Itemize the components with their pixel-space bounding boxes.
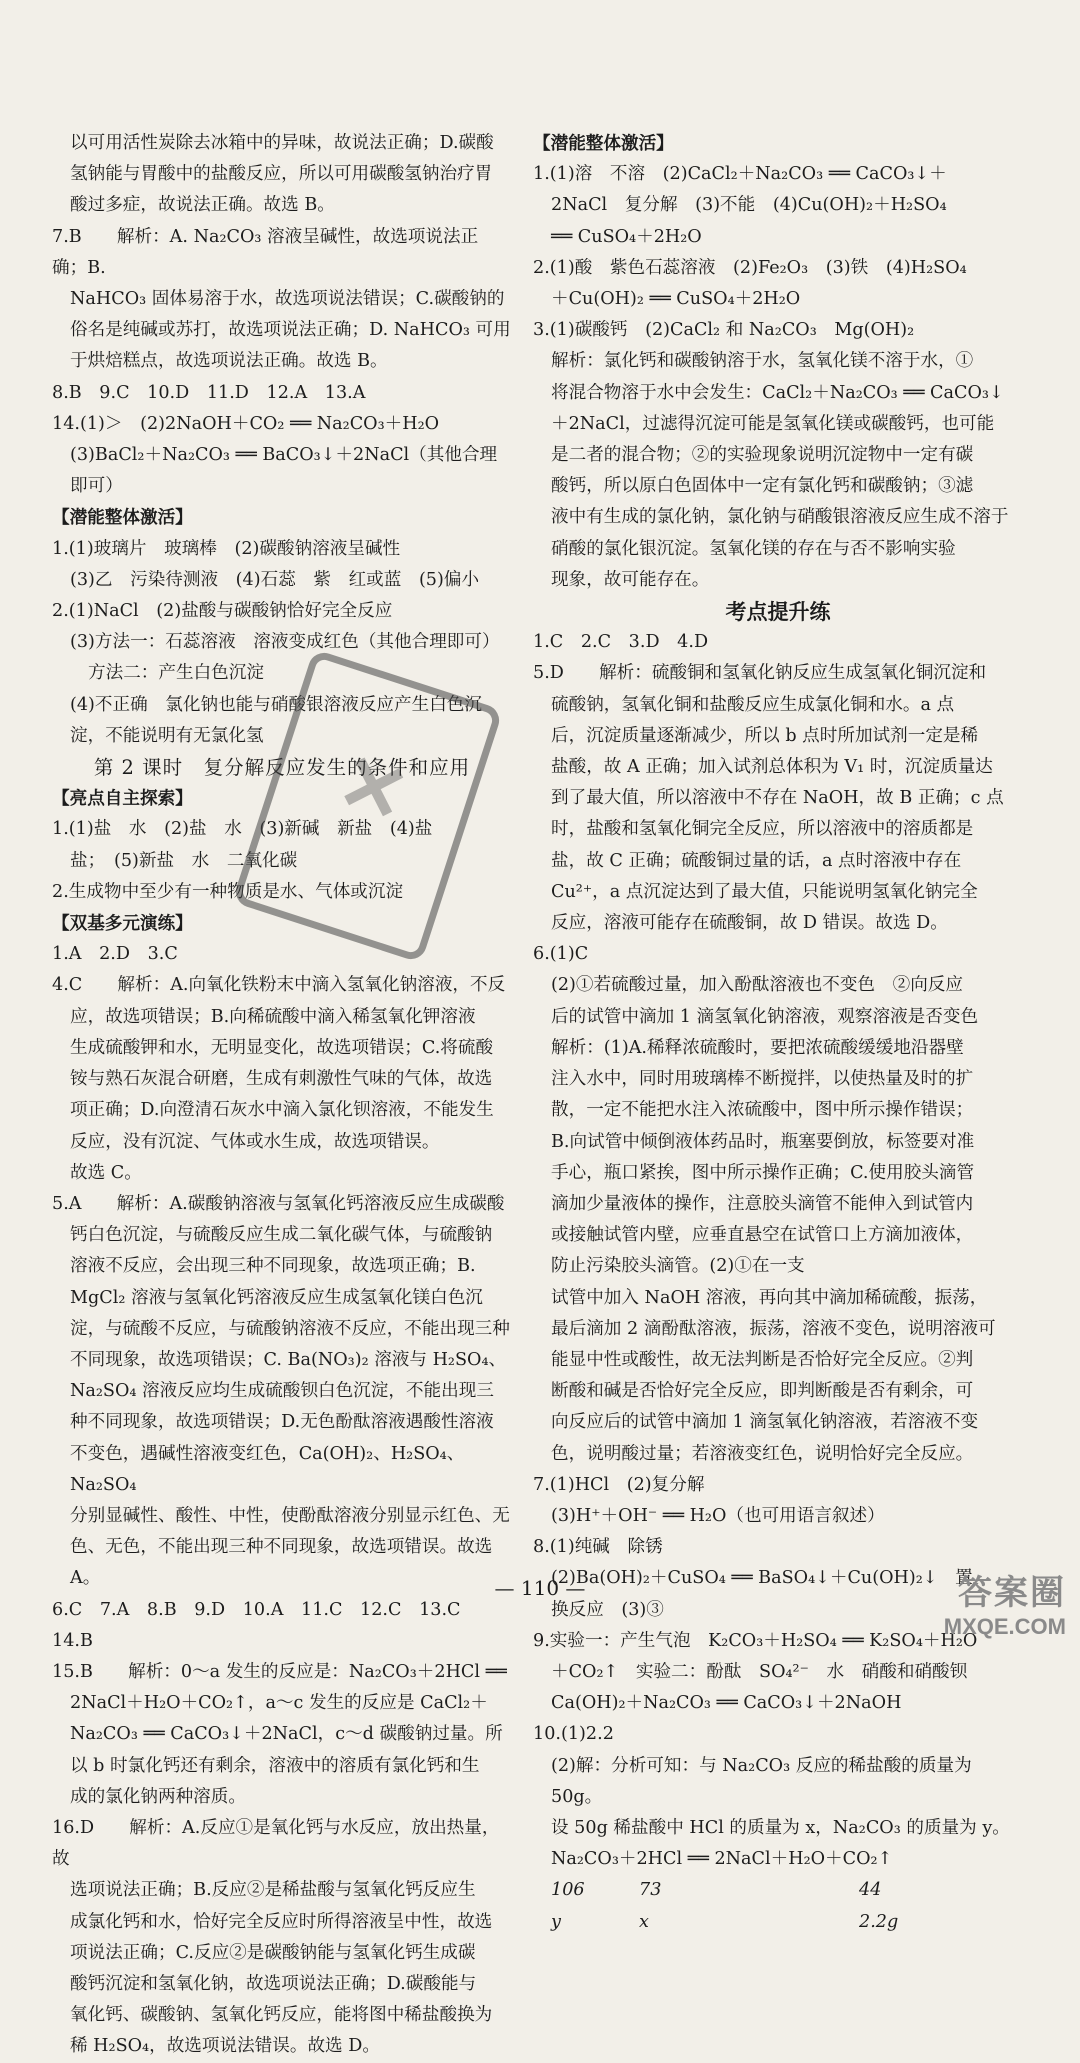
right-line: 是二者的混合物；②的实验现象说明沉淀物中一定有碳 [551,445,974,466]
left-line: 14.B [52,1630,93,1651]
left-line: 成氯化钙和水，恰好完全反应时所得溶液呈中性，故选 [70,1911,493,1932]
right-line: (3)H⁺＋OH⁻ ══ H₂O（也可用语言叙述） [551,1505,885,1526]
left-line: 8.B 9.C 10.D 11.D 12.A 13.A [52,382,366,403]
left-line: 种不同现象，故选项错误；D.无色酚酞溶液遇酸性溶液 [70,1412,494,1433]
ratio-cell: 73 [639,1880,662,1901]
left-line: 2NaCl＋H₂O＋CO₂↑，a～c 发生的反应是 CaCl₂＋ [70,1693,488,1714]
left-line: 钙白色沉淀，与硫酸反应生成二氧化碳气体，与硫酸钠 [70,1225,493,1246]
right-line: 解析：(1)A.稀释浓硫酸时，要把浓硫酸缓缓地沿器壁 [551,1037,964,1058]
right-line: 断酸和碱是否恰好完全反应，即判断酸是否有剩余，可 [551,1381,974,1402]
left-line: 以 b 时氯化钙还有剩余，溶液中的溶质有氯化钙和生 [70,1755,480,1776]
watermark [944,1565,1066,1640]
left-line: 分别显碱性、酸性、中性，使酚酞溶液分别显示红色、无 [70,1505,510,1526]
right-line: 将混合物溶于水中会发生：CaCl₂＋Na₂CO₃ ══ CaCO₃↓ [551,382,1004,403]
left-line: 项正确；D.向澄清石灰水中滴入氯化钡溶液，不能发生 [70,1100,494,1121]
right-line: 考点提升练 [725,599,831,625]
left-line: 5.A 解析：A.碳酸钠溶液与氢氧化钙溶液反应生成碳酸 [52,1193,505,1214]
left-line: 1.A 2.D 3.C [52,944,178,965]
left-line: 【亮点自主探索】 [52,788,193,810]
right-line: Cu²⁺，a 点沉淀达到了最大值，只能说明氢氧化钠完全 [551,881,978,902]
right-line: 注入水中，同时用玻璃棒不断搅拌，以使热量及时的扩 [551,1069,974,1090]
left-line: 以可用活性炭除去冰箱中的异味，故说法正确；D.碳酸 [70,133,494,153]
right-line: 硝酸的氯化银沉淀。氢氧化镁的存在与否不影响实验 [551,538,956,559]
right-line: 硫酸钠，氢氧化铜和盐酸反应生成氯化铜和水。a 点 [551,694,955,715]
ratio-row [533,1875,1023,1906]
right-line: 向反应后的试管中滴加 1 滴氢氧化钠溶液，若溶液不变 [551,1412,979,1433]
right-line: (2)Ba(OH)₂＋CuSO₄ ══ BaSO₄↓＋Cu(OH)₂↓ 置 [551,1568,973,1589]
right-line: 2NaCl 复分解 (3)不能 (4)Cu(OH)₂＋H₂SO₄ [551,195,947,216]
left-line: 选项说法正确；B.反应②是稀盐酸与氢氧化钙反应生 [70,1880,476,1901]
left-line: 铵与熟石灰混合研磨，生成有刺激性气味的气体，故选 [70,1069,493,1090]
right-line: 9.实验一：产生气泡 K₂CO₃＋H₂SO₄ ══ K₂SO₄＋H₂O [533,1630,978,1651]
left-line: 16.D 解析：A.反应①是氧化钙与水反应，放出热量，故 [52,1817,500,1870]
right-line: 10.(1)2.2 [533,1724,614,1745]
left-line: 项说法正确；C.反应②是碳酸钠能与氢氧化钙生成碳 [70,1942,476,1963]
right-line: 时，盐酸和氢氧化铜完全反应，所以溶液中的溶质都是 [551,819,974,840]
right-line: 试管中加入 NaOH 溶液，再向其中滴加稀硫酸，振荡， [551,1287,988,1308]
ratio-cell: y [551,1911,561,1932]
left-line: MgCl₂ 溶液与氢氧化钙溶液反应生成氢氧化镁白色沉 [70,1287,483,1308]
right-line: 或接触试管内壁，应垂直悬空在试管口上方滴加液体， [551,1225,974,1246]
right-line: ══ CuSO₄＋2H₂O [551,226,702,247]
right-line: ＋Cu(OH)₂ ══ CuSO₄＋2H₂O [551,289,801,310]
right-column [533,128,1023,1938]
left-line: 14.(1)＞ (2)2NaOH＋CO₂ ══ Na₂CO₃＋H₂O [52,413,440,434]
ratio-cell: 2.2g [859,1911,899,1932]
left-line: 氧化钙、碳酸钠、氢氧化钙反应，能将图中稀盐酸换为 [70,2005,493,2026]
right-line: 5.D 解析：硫酸铜和氢氧化钠反应生成氢氧化铜沉淀和 [533,663,987,684]
right-line: B.向试管中倾倒液体药品时，瓶塞要倒放，标签要对准 [551,1131,975,1152]
left-line: 生成硫酸钾和水，无明显变化，故选项错误；C.将硫酸 [70,1037,494,1058]
left-line: 7.B 解析：A. Na₂CO₃ 溶液呈碱性，故选项说法正确；B. [52,226,479,278]
left-line: 成的氯化钠两种溶质。 [70,1786,246,1807]
left-line: (3)BaCl₂＋Na₂CO₃ ══ BaCO₃↓＋2NaCl（其他合理 [70,445,498,466]
right-line: Na₂CO₃＋2HCl ══ 2NaCl＋H₂O＋CO₂↑ [551,1849,893,1870]
left-line: 【双基多元演练】 [52,913,193,935]
page-number: — 110 — [494,1576,586,1600]
left-line: 即可） [70,476,123,497]
left-line: (3)乙 污染待测液 (4)石蕊 紫 红或蓝 (5)偏小 [70,569,480,590]
right-line: 色，说明酸过量；若溶液变红色，说明恰好完全反应。 [551,1443,974,1464]
right-line: 能显中性或酸性，故无法判断是否恰好完全反应。②判 [551,1349,974,1370]
left-line: 方法二：产生白色沉淀 [88,663,264,684]
right-line: 液中有生成的氯化钠，氯化钠与硝酸银溶液反应生成不溶于 [551,507,1009,528]
right-line: 解析：氯化钙和碳酸钠溶于水，氢氧化镁不溶于水，① [551,351,974,372]
right-line: (2)①若硫酸过量，加入酚酞溶液也不变色 ②向反应 [551,975,963,996]
right-line: 最后滴加 2 滴酚酞溶液，振荡，溶液不变色，说明溶液可 [551,1318,996,1339]
right-line: 6.(1)C [533,944,589,965]
right-line: 防止污染胶头滴管。(2)①在一支 [551,1256,805,1277]
left-line: (3)方法一：石蕊溶液 溶液变成红色（其他合理即可） [70,632,500,653]
right-line: 3.(1)碳酸钙 (2)CaCl₂ 和 Na₂CO₃ Mg(OH)₂ [533,320,915,341]
left-line: 不变色，遇碱性溶液变红色，Ca(OH)₂、H₂SO₄、Na₂SO₄ [70,1443,465,1495]
right-line: 设 50g 稀盐酸中 HCl 的质量为 x，Na₂CO₃ 的质量为 y。 [551,1817,1010,1838]
left-line: 15.B 解析：0～a 发生的反应是：Na₂CO₃＋2HCl ══ [52,1661,507,1682]
watermark-logo: 答案圈 [958,1573,1066,1613]
left-line: 淀，不能说明有无氯化氢 [70,725,264,746]
right-line: 手心，瓶口紧挨，图中所示操作正确；C.使用胶头滴管 [551,1162,975,1183]
ratio-row [533,1907,1023,1938]
left-line: 于烘焙糕点，故选项说法正确。故选 B。 [70,351,388,372]
left-line: 【潜能整体激活】 [52,507,193,529]
left-line: 酸钙沉淀和氢氧化钠，故选项说法正确；D.碳酸能与 [70,1973,477,1994]
ratio-cell: x [639,1911,649,1932]
left-line: 俗名是纯碱或苏打，故选项说法正确；D. NaHCO₃ 可用 [70,320,511,341]
left-line: 1.(1)玻璃片 玻璃棒 (2)碳酸钠溶液呈碱性 [52,538,401,559]
right-line: 【潜能整体激活】 [533,133,674,154]
right-line: 8.(1)纯碱 除锈 [533,1537,663,1558]
left-line: 酸过多症，故说法正确。故选 B。 [70,195,335,216]
right-line: 后的试管中滴加 1 滴氢氧化钠溶液，观察溶液是否变色 [551,1006,979,1027]
right-line: 后，沉淀质量逐渐减少，所以 b 点时所加试剂一定是稀 [551,725,979,746]
left-line: 2.生成物中至少有一种物质是水、气体或沉淀 [52,881,404,902]
left-line: 反应，没有沉淀、气体或水生成，故选项错误。 [70,1131,440,1152]
watermark-url: MXQE.COM [943,1614,1066,1639]
right-line: 换反应 (3)③ [551,1599,664,1620]
right-line: 2.(1)酸 紫色石蕊溶液 (2)Fe₂O₃ (3)铁 (4)H₂SO₄ [533,257,967,278]
left-line: 稀 H₂SO₄，故选项说法错误。故选 D。 [70,2036,380,2057]
left-line: 不同现象，故选项错误；C. Ba(NO₃)₂ 溶液与 H₂SO₄、 [70,1349,507,1370]
left-line: 盐； (5)新盐 水 二氧化碳 [70,850,298,871]
ratio-cell: 106 [551,1880,585,1901]
left-line: 氢钠能与胃酸中的盐酸反应，所以可用碳酸氢钠治疗胃 [70,164,493,185]
left-line: 淀，与硫酸不反应，与硫酸钠溶液不反应，不能出现三种 [70,1318,510,1339]
right-line: 到了最大值，所以溶液中不存在 NaOH，故 B 正确；c 点 [551,788,1004,809]
right-line: 1.C 2.C 3.D 4.D [533,632,709,653]
left-line: NaHCO₃ 固体易溶于水，故选项说法错误；C.碳酸钠的 [70,289,505,310]
ratio-cell: 44 [859,1880,882,1901]
left-line: 2.(1)NaCl (2)盐酸与碳酸钠恰好完全反应 [52,601,393,622]
right-line: Ca(OH)₂＋Na₂CO₃ ══ CaCO₃↓＋2NaOH [551,1693,902,1714]
right-line: 反应，溶液可能存在硫酸铜，故 D 错误。故选 D。 [551,913,948,934]
right-line: 散，一定不能把水注入浓硫酸中，图中所示操作错误； [551,1100,974,1121]
right-line: ＋CO₂↑ 实验二：酚酞 SO₄²⁻ 水 硝酸和硝酸钡 [551,1661,968,1682]
left-line: 应，故选项错误；B.向稀硫酸中滴入稀氢氧化钾溶液 [70,1006,476,1027]
left-line: 1.(1)盐 水 (2)盐 水 (3)新碱 新盐 (4)盐 [52,819,433,840]
right-line: 现象，故可能存在。 [551,569,710,590]
right-line: ＋2NaCl，过滤得沉淀可能是氢氧化镁或碳酸钙，也可能 [551,413,995,434]
right-line: 7.(1)HCl (2)复分解 [533,1474,705,1495]
left-line: 色、无色，不能出现三种不同现象，故选项错误。故选 A。 [70,1537,493,1589]
left-column [52,128,512,2063]
right-line: 酸钙，所以原白色固体中一定有氯化钙和碳酸钠；③滤 [551,476,974,497]
left-line: Na₂SO₄ 溶液反应均生成硫酸钡白色沉淀，不能出现三 [70,1381,494,1402]
left-line: Na₂CO₃ ══ CaCO₃↓＋2NaCl，c～d 碳酸钠过量。所 [70,1724,503,1745]
right-line: 滴加少量液体的操作，注意胶头滴管不能伸入到试管内 [551,1193,974,1214]
right-line: 盐酸，故 A 正确；加入试剂总体积为 V₁ 时，沉淀质量达 [551,757,993,778]
left-line: 6.C 7.A 8.B 9.D 10.A 11.C 12.C 13.C [52,1599,461,1620]
stamp-seal: ✕ [232,649,503,963]
left-line: 溶液不反应，会出现三种不同现象，故选项正确；B. [70,1256,476,1277]
left-line: (4)不正确 氯化钠也能与硝酸银溶液反应产生白色沉 [70,694,482,715]
left-line: 4.C 解析：A.向氧化铁粉末中滴入氢氧化钠溶液，不反 [52,975,506,996]
right-line: 1.(1)溶 不溶 (2)CaCl₂＋Na₂CO₃ ══ CaCO₃↓＋ [533,164,947,185]
right-line: 盐，故 C 正确；硫酸铜过量的话，a 点时溶液中存在 [551,850,962,871]
right-line: 50g。 [551,1786,603,1807]
left-line: 故选 C。 [70,1162,142,1183]
right-line: (2)解：分析可知：与 Na₂CO₃ 反应的稀盐酸的质量为 [551,1755,972,1776]
left-line: 第 2 课时 复分解反应发生的条件和应用 [93,756,471,780]
